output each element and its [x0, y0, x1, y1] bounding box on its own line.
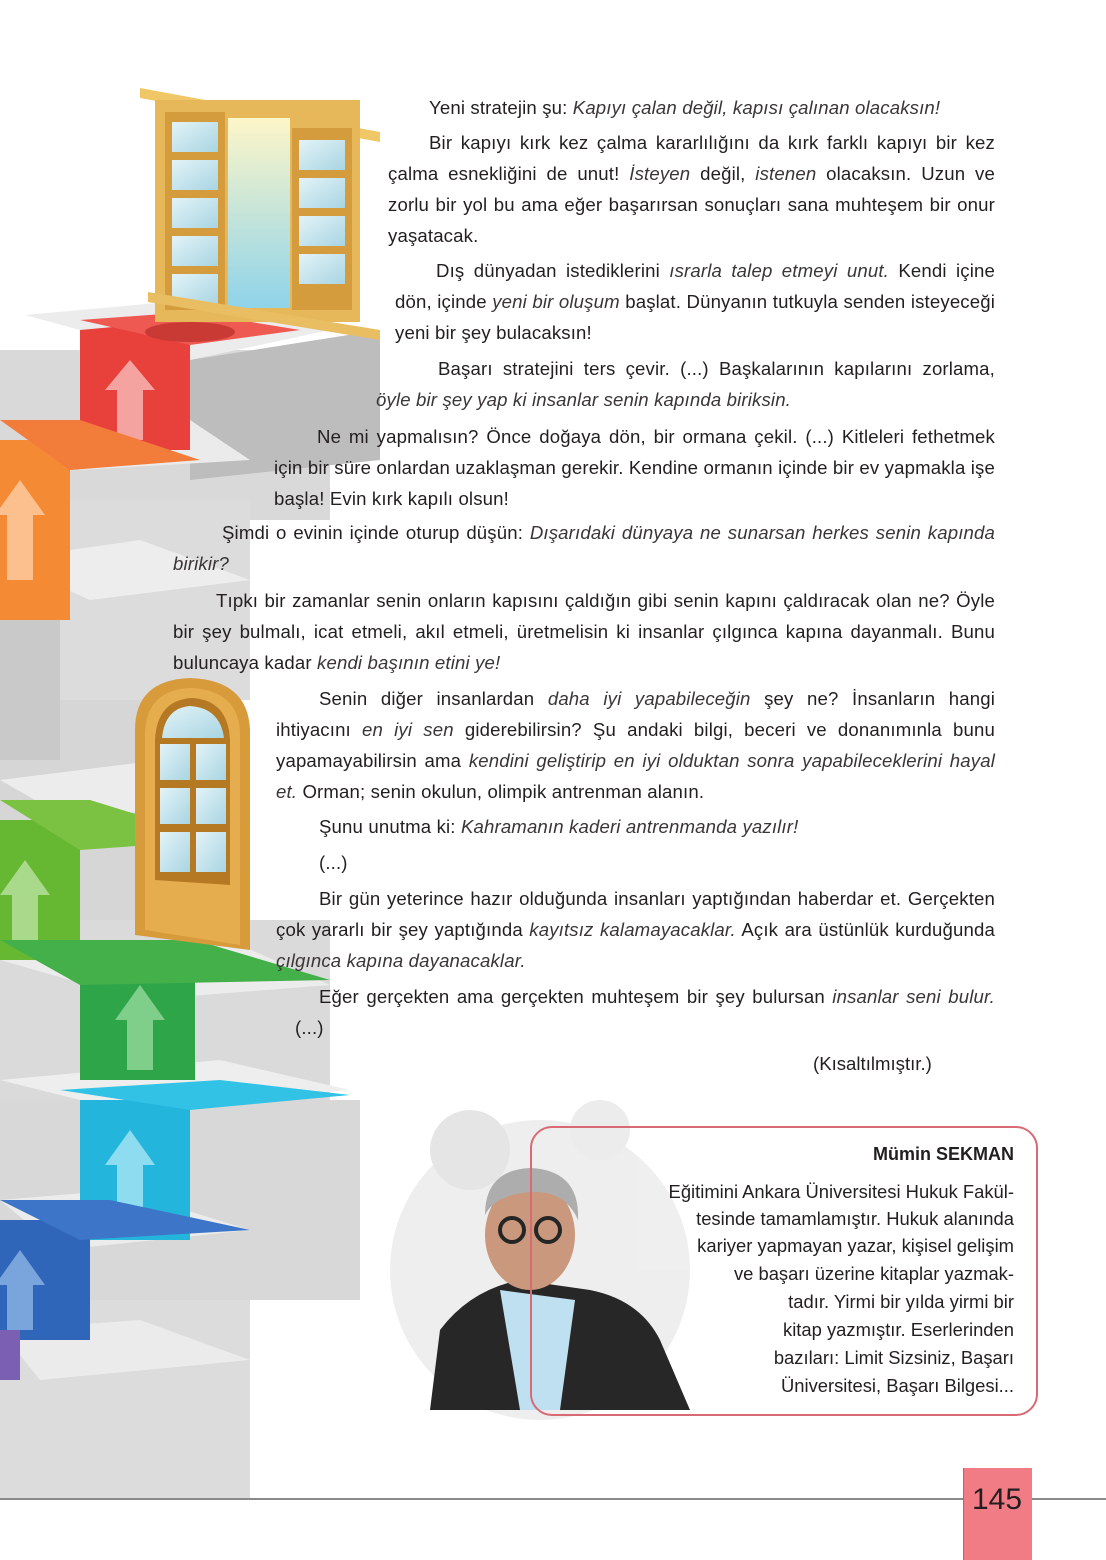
footer-rule-right [1031, 1498, 1106, 1500]
author-name: Mümin SEKMAN [873, 1144, 1014, 1164]
bio-line: Eğitimini Ankara Üniversitesi Hukuk Fakül- [668, 1181, 1014, 1202]
paragraph: (...) [319, 852, 348, 873]
paragraph: Dış dünyadan istediklerini ısrarla talep etmeyi unut. Kendi içine dön, içinde yeni bir oluşum başlat. Dünyanın tutkuyla senden isteyeceği yeni bir şey bulacaksın! [395, 260, 996, 343]
paragraph: Eğer gerçekten ama gerçekten muhteşem bir şey bulursan insanlar seni bulur. (...) [295, 986, 995, 1038]
paragraph: Başarı stratejini ters çevir. (...) Başkalarının kapılarını zorlama, öyle bir şey yap ki insanlar senin kapında biriksin. [376, 358, 995, 410]
bio-line: kitap yazmıştır. Eserlerinden [783, 1319, 1014, 1340]
paragraph: Yeni stratejin şu: Kapıyı çalan değil, kapısı çalınan olacaksın! [429, 97, 941, 118]
bio-line: kariyer yapmayan yazar, kişisel gelişim [697, 1235, 1014, 1256]
top-door-illustration [140, 88, 380, 340]
paragraph: Ne mi yapmalısın? Önce doğaya dön, bir ormana çekil. (...) Kitleleri fethetmek için bir süre onlardan uzaklaşman gerekir. Kendine ormanın içinde bir ev yapmakla işe başla! Evin kırk kapılı olsun! [274, 426, 995, 509]
page-number: 145 [971, 1483, 1023, 1516]
paragraph: Bir gün yeterince hazır olduğunda insanları yaptığından haberdar et. Gerçekten çok yararlı bir şey yaptığında kayıtsız kalamayacaklar. Açık ara üstünlük kurduğunda çılgınca kapına dayanacaklar. [276, 888, 995, 971]
arched-door-illustration [135, 678, 250, 950]
bio-line: tesinde tamamlamıştır. Hukuk alanında [696, 1208, 1014, 1229]
paragraph: Tıpkı bir zamanlar senin onların kapısını çaldığın gibi senin kapını çaldıracak olan ne? Öyle bir şey bulmalı, icat etmeli, akıl etmeli, üretmelisin ki insanlar çılgınca kapına dayanmalı. Bunu buluncaya kadar kendi başının etini ye! [173, 590, 995, 673]
paragraph: Senin diğer insanlardan daha iyi yapabileceğin şey ne? İnsanların hangi ihtiyacını en iyi sen giderebilirsin? Şu andaki bilgi, beceri ve donanımınla bunu yapamayabilirsin ama kendini geliştirip en iyi olduktan sonra yapabileceklerini hayal et. Orman; senin okulun, olimpik antrenman alanın. [276, 688, 995, 802]
abridged-note: (Kısaltılmıştır.) [813, 1053, 932, 1074]
bio-line: tadır. Yirmi bir yılda yirmi bir [788, 1291, 1014, 1312]
footer-rule-left [0, 1498, 963, 1500]
paragraph: Şunu unutma ki: Kahramanın kaderi antrenmanda yazılır! [319, 816, 799, 837]
paragraph: Bir kapıyı kırk kez çalma kararlılığını da kırk farklı kapıyı bir kez çalma esnekliğini de unut! İsteyen değil, istenen olacaksın. Uzun ve zorlu bir yol bu ama eğer başarırsan sonuçları sana muhteşem bir onur yaşatacak. [388, 132, 995, 246]
bio-line: ve başarı üzerine kitaplar yazmak- [733, 1263, 1014, 1284]
bio-line: bazıları: Limit Sizsiniz, Başarı [773, 1347, 1014, 1368]
bio-line: Üniversitesi, Başarı Bilgesi... [780, 1375, 1014, 1396]
paragraph: Şimdi o evinin içinde oturup düşün: Dışarıdaki dünyaya ne sunarsan herkes senin kapında birikir? [173, 522, 995, 574]
